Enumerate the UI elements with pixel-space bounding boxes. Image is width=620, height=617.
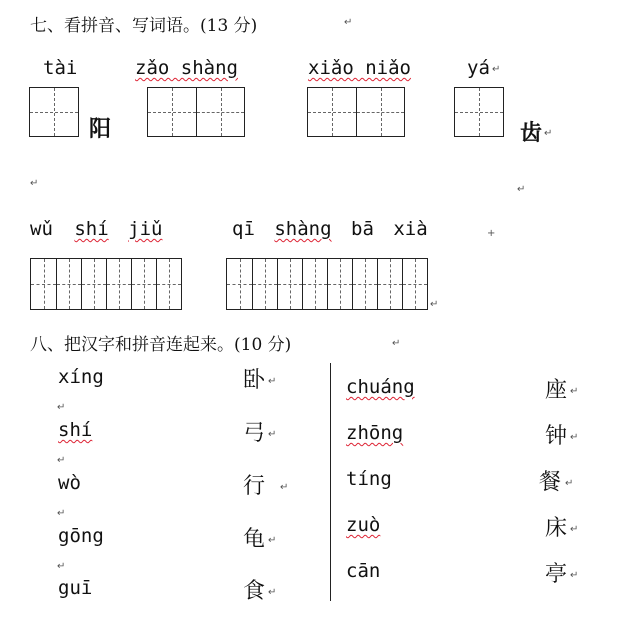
right-char-chuang[interactable]: 床	[545, 516, 568, 541]
grid-cell[interactable]	[81, 259, 106, 309]
paragraph-mark: ↵	[57, 455, 66, 466]
paragraph-mark: ↵	[565, 478, 574, 489]
grid-cell[interactable]	[148, 88, 196, 136]
left-pinyin-wo[interactable]: wò	[58, 472, 81, 494]
left-char-gong[interactable]: 弓	[243, 421, 266, 446]
left-char-gui[interactable]: 龟	[243, 527, 266, 552]
grid-cell[interactable]	[31, 259, 56, 309]
paragraph-mark: ↵	[57, 508, 66, 519]
grid-cell[interactable]	[227, 259, 252, 309]
pinyin-tai: tài	[43, 57, 78, 79]
pinyin-jiu: jiǔ	[128, 218, 163, 240]
grid-cell[interactable]	[455, 88, 503, 136]
right-char-zuo[interactable]: 座	[545, 378, 568, 403]
paragraph-mark: ↵	[570, 432, 579, 443]
given-char-yang: 阳	[89, 117, 112, 142]
paragraph-mark: ↵	[517, 184, 526, 195]
pinyin-ba: bā	[351, 218, 374, 240]
right-pinyin-can[interactable]: cān	[346, 560, 381, 582]
paragraph-mark: ↵	[430, 299, 439, 310]
right-char-ting[interactable]: 亭	[545, 562, 568, 587]
pinyin-qi-shang-ba-xia	[232, 218, 428, 240]
writing-grid-qi-shang-ba-xia[interactable]	[226, 258, 428, 310]
grid-cell[interactable]	[131, 259, 156, 309]
right-pinyin-chuang[interactable]: chuáng	[346, 376, 415, 398]
grid-cell[interactable]	[327, 259, 352, 309]
writing-grid-zao-shang[interactable]	[147, 87, 245, 137]
right-pinyin-ting[interactable]: tíng	[346, 468, 392, 490]
grid-cell[interactable]	[377, 259, 402, 309]
pinyin-shang: shàng	[274, 218, 332, 240]
section7-title: 七、看拼音、写词语。(13 分)	[30, 16, 258, 36]
grid-cell[interactable]	[156, 259, 181, 309]
grid-cell[interactable]	[106, 259, 131, 309]
paragraph-mark: ↵	[268, 535, 277, 546]
paragraph-mark: ↵	[268, 376, 277, 387]
paragraph-mark: ↵	[570, 570, 579, 581]
grid-cell[interactable]	[30, 88, 78, 136]
paragraph-mark: ↵	[570, 386, 579, 397]
left-pinyin-gong[interactable]: gōng	[58, 525, 104, 547]
section8-title: 八、把汉字和拼音连起来。(10 分)	[30, 335, 292, 355]
left-pinyin-xing[interactable]: xíng	[58, 366, 104, 388]
left-pinyin-shi[interactable]: shí	[58, 419, 93, 441]
paragraph-mark: ↵	[392, 338, 401, 349]
right-pinyin-zhong[interactable]: zhōng	[346, 422, 404, 444]
plus-mark: +	[487, 228, 496, 239]
grid-cell[interactable]	[196, 88, 244, 136]
pinyin-xiao-niao: xiǎo niǎo	[308, 57, 411, 79]
writing-grid-wu-shi-jiu[interactable]	[30, 258, 182, 310]
paragraph-mark: ↵	[57, 561, 66, 572]
pinyin-zao-shang: zǎo shàng	[135, 57, 238, 79]
pinyin-qi: qī	[232, 218, 255, 240]
grid-cell[interactable]	[56, 259, 81, 309]
grid-cell[interactable]	[356, 88, 404, 136]
right-pinyin-zuo[interactable]: zuò	[346, 514, 381, 536]
paragraph-mark: ↵	[344, 17, 353, 28]
writing-grid-ya[interactable]	[454, 87, 504, 137]
paragraph-mark: ↵	[570, 524, 579, 535]
paragraph-mark: ↵	[544, 128, 553, 139]
grid-cell[interactable]	[352, 259, 377, 309]
writing-grid-tai[interactable]	[29, 87, 79, 137]
column-divider	[330, 363, 331, 601]
given-char-chi: 齿	[520, 121, 543, 146]
writing-grid-xiao-niao[interactable]	[307, 87, 405, 137]
grid-cell[interactable]	[277, 259, 302, 309]
pinyin-ya: yá	[467, 57, 490, 79]
pinyin-shi: shí	[74, 218, 109, 240]
right-char-zhong[interactable]: 钟	[545, 424, 568, 449]
paragraph-mark: ↵	[57, 402, 66, 413]
grid-cell[interactable]	[302, 259, 327, 309]
right-char-can[interactable]: 餐	[539, 470, 562, 495]
paragraph-mark: ↵	[268, 429, 277, 440]
left-char-wo[interactable]: 卧	[243, 368, 266, 393]
pinyin-wu-shi-jiu	[30, 218, 162, 240]
left-pinyin-gui[interactable]: guī	[58, 577, 93, 599]
pinyin-xia: xià	[393, 218, 428, 240]
grid-cell[interactable]	[252, 259, 277, 309]
paragraph-mark: ↵	[268, 587, 277, 598]
paragraph-mark: ↵	[280, 482, 289, 493]
left-char-xing[interactable]: 行	[243, 474, 266, 499]
paragraph-mark: ↵	[30, 178, 39, 189]
grid-cell[interactable]	[308, 88, 356, 136]
paragraph-mark: ↵	[492, 64, 501, 75]
grid-cell[interactable]	[402, 259, 427, 309]
pinyin-wu: wǔ	[30, 218, 53, 240]
left-char-shi[interactable]: 食	[243, 579, 266, 604]
